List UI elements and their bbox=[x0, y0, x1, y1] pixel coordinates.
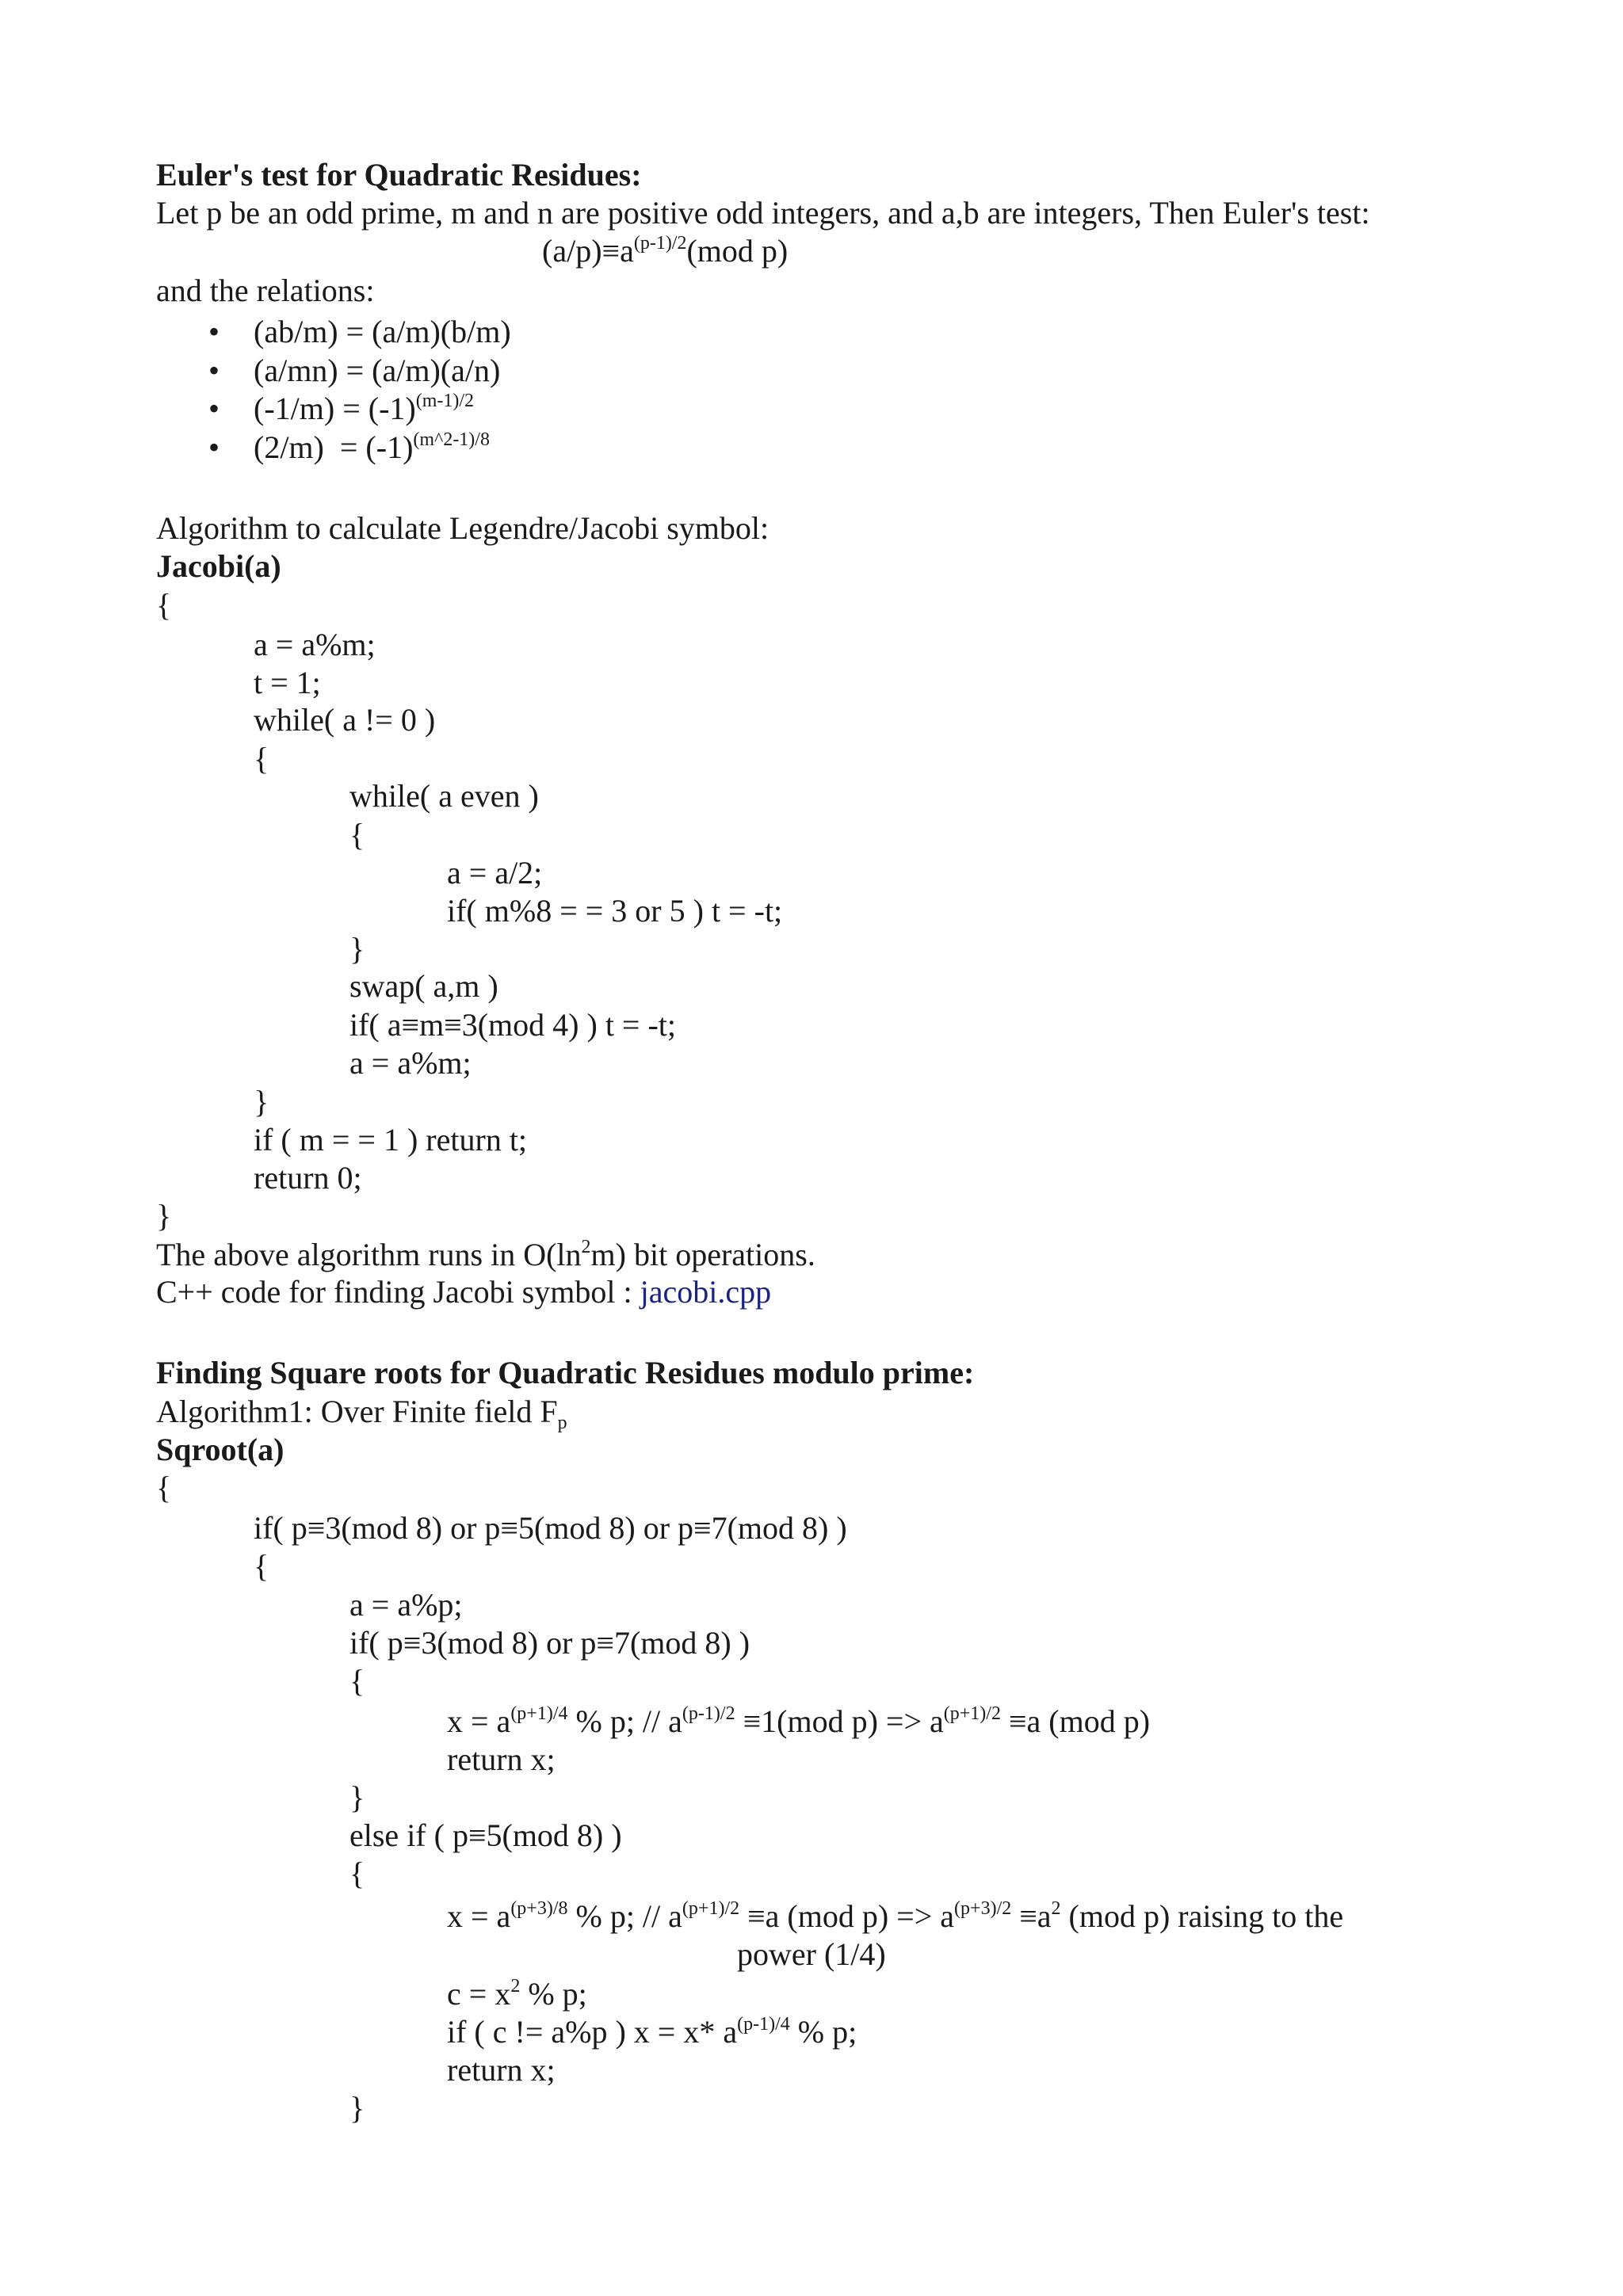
code-line: if( p≡3(mod 8) or p≡5(mod 8) or p≡7(mod 8) ) bbox=[254, 1510, 847, 1546]
code-line: { bbox=[349, 1663, 365, 1699]
euler-formula: $(a/p)\equiv a^{(p-1)/2}(mod$ p) bbox=[542, 233, 789, 269]
code-line: } bbox=[349, 931, 365, 967]
code-line: a = a%m; bbox=[349, 1045, 472, 1081]
code-line: if ( m = = 1 ) return t; bbox=[254, 1122, 528, 1158]
code-line: } bbox=[349, 1779, 365, 1815]
code-line: swap( a,m ) bbox=[349, 968, 498, 1004]
code-line: } bbox=[156, 1198, 172, 1234]
code-line: return x; bbox=[447, 2052, 556, 2088]
bullet-icon: • bbox=[208, 391, 220, 426]
jacobi-cpp-link[interactable]: jacobi.cpp bbox=[640, 1274, 772, 1310]
code-line: a = a%m; bbox=[254, 627, 376, 662]
code-line: { bbox=[349, 817, 365, 852]
code-line: } bbox=[254, 1084, 269, 1119]
jacobi-code-ref: C++ code for finding Jacobi symbol : jacobi.cpp bbox=[156, 1274, 772, 1310]
document-page: Euler's test for Quadratic Residues: Let p be an odd prime, m and n are positive odd integers, and a,b are integers, Then Euler's test: $(a/p)\equiv a^{(p-1)/2}(mod$ p) and the relations: • (ab/m) = (a/m)(b/m) • (a/mn) = (a/m)(a/n) • $(-1/m) = (-1)^{(m-1)/2}$ • $(2/m) = (-1)^{(m\^{}2-1)/8}$ Algorithm to calculate Legendre/Jacobi symbol: Jacobi(a) { a = a%m; t = 1; while( a != 0 ) { while( a even ) { a = a/2; if( m%8 = = 3 or 5 ) t = -t; } swap( a,m ) if( a≡m≡3(mod 4) ) t = -t; a = a%m; } if ( m = = 1 ) return t; return 0; } The above algorithm runs in $O(\ln^2m)$ bit operations. C++ code for finding Jacobi symbol : jacobi.cpp Finding Square roots for Quadratic Residues modulo prime: Algorithm1: Over Finite field $F_p$ Sqroot(a) { if( p≡3(mod 8) or p≡5(mod 8) or p≡7(mod 8) ) { a = a%p; if( p≡3(mod 8) or p≡7(mod 8) ) { $x = a^{(p+1)/4}$ % p; // $a^{(p-1)/2} \equiv 1(mod$ $p) => a^{(p+1)/2} \equiv a$ (mod p) return x; } else if ( p≡5(mod 8) ) { $x = a^{(p+3)/8}$ % p; // $a^{(p+1)/2} \equiv a$ (mod $p) => a^{(p+3)/2} \equiv a^2$ (mod p) raising to the power (1/4) $c = x^2$ % p; if ( c != a%p ) x = x* $a^{(p-1)/4}$ % p; return x; } bbox=[156, 157, 1370, 2126]
code-line: { bbox=[254, 1548, 269, 1584]
code-line: return x; bbox=[447, 1741, 556, 1777]
sqroot-title: Sqroot(a) bbox=[156, 1432, 285, 1467]
euler-intro: Let p be an odd prime, m and n are positive odd integers, and a,b are integers, Then Euler's test: bbox=[156, 195, 1370, 231]
code-line: t = 1; bbox=[254, 665, 321, 700]
code-line: if( a≡m≡3(mod 4) ) t = -t; bbox=[349, 1007, 677, 1043]
code-line: { bbox=[254, 741, 269, 776]
code-line: while( a != 0 ) bbox=[254, 702, 436, 738]
code-line: if( p≡3(mod 8) or p≡7(mod 8) ) bbox=[349, 1625, 750, 1661]
sqroot-heading: Finding Square roots for Quadratic Residues modulo prime: bbox=[156, 1355, 975, 1390]
code-line: { bbox=[156, 587, 172, 623]
code-line: while( a even ) bbox=[349, 778, 539, 814]
code-line: return 0; bbox=[254, 1160, 362, 1196]
bullet-icon: • bbox=[208, 314, 220, 349]
jacobi-title: Jacobi(a) bbox=[156, 548, 281, 584]
code-line: $c = x^2$ % p; bbox=[447, 1976, 587, 2012]
code-line: power (1/4) bbox=[737, 1936, 886, 1972]
code-line: a = a/2; bbox=[447, 855, 543, 891]
code-line: if( m%8 = = 3 or 5 ) t = -t; bbox=[447, 893, 783, 929]
euler-heading: Euler's test for Quadratic Residues: bbox=[156, 157, 642, 193]
sqroot-algo-label: Algorithm1: Over Finite field $F_p$ bbox=[156, 1394, 567, 1433]
code-line: $x = a^{(p+1)/4}$ % p; // $a^{(p-1)/2} \equiv 1(mod$ $p) => a^{(p+1)/2} \equiv a$ (mod p) bbox=[447, 1703, 1151, 1739]
code-line: if ( c != a%p ) x = x* $a^{(p-1)/4}$ % p; bbox=[447, 2014, 857, 2050]
code-line: $x = a^{(p+3)/8}$ % p; // $a^{(p+1)/2} \equiv a$ (mod $p) => a^{(p+3)/2} \equiv a^2$ (mod p) raising to the bbox=[447, 1898, 1344, 1934]
bullet-icon: • bbox=[208, 353, 220, 388]
code-line: else if ( p≡5(mod 8) ) bbox=[349, 1817, 622, 1853]
jacobi-complexity: The above algorithm runs in $O(\ln^2m)$ bit operations. bbox=[156, 1237, 815, 1272]
bullet-icon: • bbox=[208, 429, 220, 465]
jacobi-intro: Algorithm to calculate Legendre/Jacobi symbol: bbox=[156, 510, 769, 546]
code-line: { bbox=[349, 1855, 365, 1891]
code-line: a = a%p; bbox=[349, 1587, 463, 1623]
relations-intro: and the relations: bbox=[156, 273, 375, 308]
code-line: { bbox=[156, 1470, 172, 1505]
code-line: } bbox=[349, 2090, 365, 2126]
